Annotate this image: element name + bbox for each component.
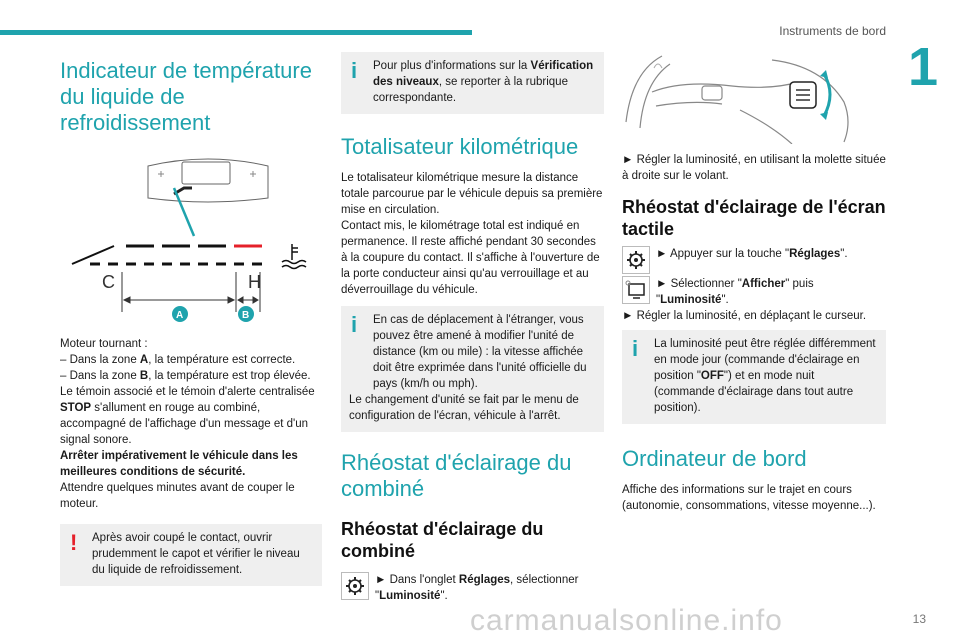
section-title: Instruments de bord bbox=[779, 24, 886, 38]
info-box-day-night bbox=[622, 330, 886, 424]
odometer-heading: Totalisateur kilométrique bbox=[341, 134, 579, 159]
display-settings-icon bbox=[622, 276, 650, 304]
cluster-dimmer-subheading: Rhéostat d'éclairage du combiné bbox=[341, 519, 544, 561]
info-units-text-1: En cas de déplacement à l'étranger, vous pouvez être amené à modifier l'unité de distance (km ou mile) : la vitesse affichée doit être exprimée dans l'unité officielle du pays (km/h ou mph). bbox=[373, 314, 587, 390]
cluster-sketch bbox=[148, 159, 268, 202]
settings-step-touchscreen: ► Appuyer sur la touche "Réglages". bbox=[622, 246, 886, 262]
coolant-temperature-icon bbox=[282, 244, 306, 269]
zone-dimension-lines bbox=[122, 272, 260, 312]
touchscreen-dimmer-heading: Rhéostat d'éclairage de l'écran tactile bbox=[622, 197, 886, 239]
header-accent-bar bbox=[0, 30, 472, 35]
brand-logo-icon bbox=[654, 64, 662, 68]
warning-icon: ! bbox=[70, 530, 78, 555]
wait-line: Attendre quelques minutes avant de couper le moteur. bbox=[60, 482, 295, 510]
info-units-text-2: Le changement d'unité se fait par le menu de configuration de l'écran, véhicule à l'arrêt. bbox=[349, 394, 579, 422]
odometer-paragraph-1: Le totalisateur kilométrique mesure la distance totale parcourue par le véhicule depuis sa première mise en circulation. bbox=[341, 172, 603, 216]
zone-a-line: – Dans la zone A, la température est correcte. bbox=[60, 354, 296, 366]
gauge-ramp-line bbox=[72, 246, 114, 264]
info-levels-text: Pour plus d'informations sur la Vérification des niveaux, se reporter à la rubrique correspondante. bbox=[373, 60, 594, 104]
info-box-units bbox=[341, 306, 604, 432]
display-step: ► Sélectionner "Afficher" puis "Luminosité". bbox=[622, 276, 886, 308]
info-box-levels bbox=[341, 52, 604, 114]
info-icon: i bbox=[351, 58, 358, 83]
trip-computer-paragraph: Affiche des informations sur le trajet en cours (autonomie, consommations, vitesse moyenne...). bbox=[622, 484, 876, 512]
warning-box bbox=[60, 524, 322, 586]
column-3 bbox=[622, 52, 886, 514]
info-icon: i bbox=[632, 336, 639, 361]
zone-b-label: B bbox=[242, 310, 250, 321]
coolant-body bbox=[60, 336, 322, 512]
page-number: 13 bbox=[912, 612, 926, 626]
gauge-label-h: H bbox=[248, 272, 261, 292]
cluster-dimmer-heading: Rhéostat d'éclairage du combiné bbox=[341, 450, 572, 501]
gear-icon bbox=[622, 246, 650, 274]
zoom-pointer bbox=[174, 188, 194, 236]
info-icon: i bbox=[351, 312, 358, 337]
chapter-number: 1 bbox=[907, 37, 938, 97]
coolant-heading: Indicateur de température du liquide de refroidissement bbox=[60, 58, 312, 135]
stop-vehicle-line: Arrêter impérativement le véhicule dans les meilleures conditions de sécurité. bbox=[60, 450, 298, 478]
steering-wheel-figure bbox=[622, 52, 862, 144]
zone-a-label: A bbox=[176, 310, 184, 321]
wheel-step: ► Régler la luminosité, en utilisant la molette située à droite sur le volant. bbox=[622, 154, 886, 182]
watermark: carmanualsonline.info bbox=[470, 604, 783, 637]
column-1 bbox=[60, 52, 322, 586]
gauge-label-c: C bbox=[102, 272, 115, 292]
slider-step: ► Régler la luminosité, en déplaçant le curseur. bbox=[622, 310, 867, 322]
info-day-night-text: La luminosité peut être réglée différemment en mode jour (commande d'éclairage en position "OFF") et en mode nuit (commande d'éclairage dans tout autre position). bbox=[654, 338, 876, 414]
trip-computer-heading: Ordinateur de bord bbox=[622, 446, 807, 471]
zone-b-line: – Dans la zone B, la température est trop élevée. Le témoin associé et le témoin d'alerte centralisée STOP s'allument en rouge au combiné, accompagné de l'affichage d'un message et d'un signal sonore. bbox=[60, 370, 315, 446]
column-2 bbox=[341, 52, 604, 604]
gear-icon bbox=[341, 572, 369, 600]
odometer-paragraph-2: Contact mis, le kilométrage total est indiqué en permanence. Il reste affiché pendant 30 secondes à la coupure du contact. Il s'affiche à l'ouverture de la porte conducteur ainsi qu'au verrouillage et au déverrouillage du véhicule. bbox=[341, 220, 600, 296]
engine-running-line: Moteur tournant : bbox=[60, 338, 148, 350]
settings-step-cluster: ► Dans l'onglet Réglages, sélectionner "Luminosité". bbox=[341, 572, 604, 604]
coolant-gauge-figure bbox=[60, 148, 322, 324]
warning-text: Après avoir coupé le contact, ouvrir prudemment le capot et vérifier le niveau du liquide de refroidissement. bbox=[92, 532, 300, 576]
